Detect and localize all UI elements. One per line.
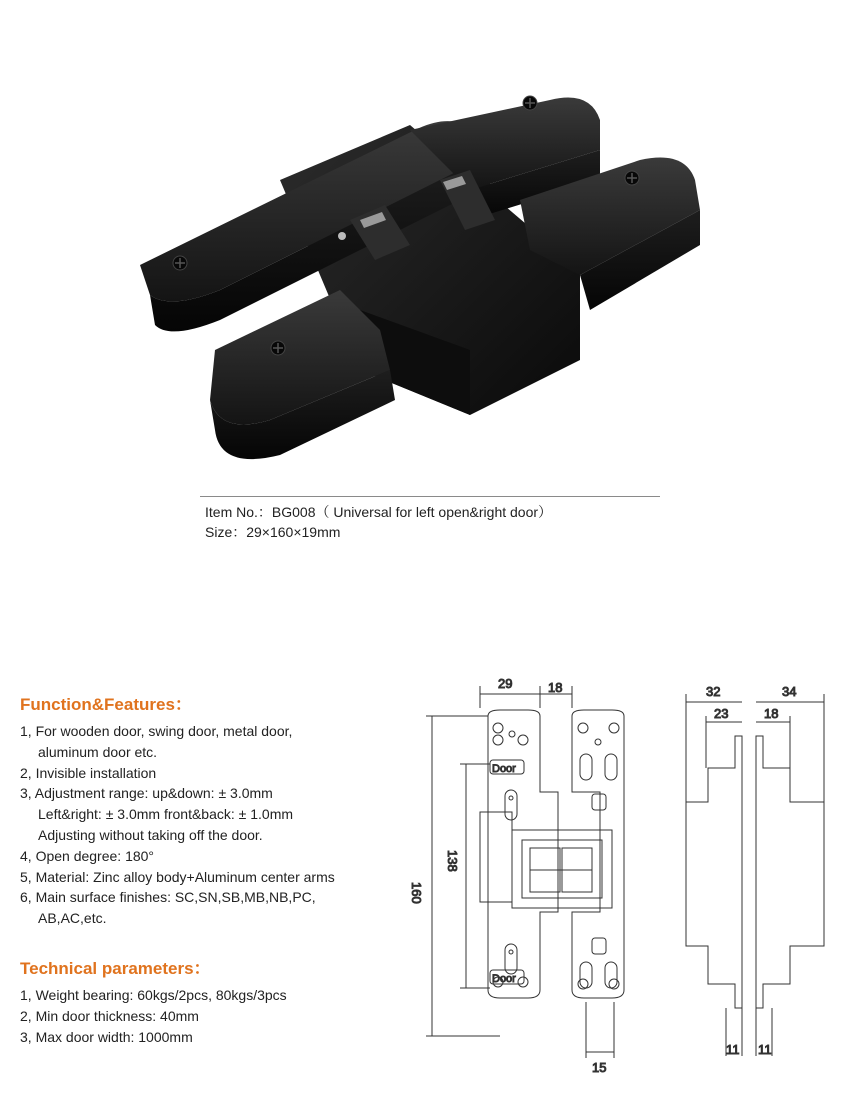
list-item: Adjusting without taking off the door.	[38, 826, 263, 843]
list-item: 3, Max door width: 1000mm	[20, 1028, 193, 1045]
screw-icon	[625, 171, 639, 185]
list-item: 1, For wooden door, swing door, metal door,	[20, 723, 293, 739]
features-heading: Function&Features：	[20, 695, 192, 714]
dim-label: 18	[548, 680, 563, 695]
dim-label: 29	[498, 676, 513, 691]
dim-label: 11	[758, 1042, 772, 1057]
list-item: Left&right: ± 3.0mm front&back: ± 1.0mm	[38, 806, 294, 823]
technical-drawing	[400, 672, 840, 1092]
dim-label: 34	[782, 684, 797, 699]
plate-label: Door	[492, 973, 516, 985]
list-item: 1, Weight bearing: 60kgs/2pcs, 80kgs/3pcs	[20, 987, 287, 1003]
dim-label: 15	[592, 1060, 607, 1075]
screw-icon	[271, 341, 285, 355]
front-view-left-plate	[480, 710, 558, 998]
list-item: aluminum door etc.	[38, 743, 158, 760]
front-view-right-plate	[572, 710, 624, 998]
list-item: 2, Min door thickness: 40mm	[20, 1007, 199, 1024]
dim-label: 138	[445, 850, 460, 872]
front-view-mechanism	[512, 830, 612, 908]
hinge-product-photo	[110, 70, 720, 490]
divider-line	[200, 496, 660, 497]
features-list	[20, 721, 335, 929]
dim-label: 11	[726, 1042, 740, 1057]
list-item: 2, Invisible installation	[20, 764, 157, 781]
list-item: 4, Open degree: 180°	[20, 847, 155, 864]
product-size: Size：29×160×19mm	[205, 524, 341, 540]
dim-label: 23	[714, 706, 729, 721]
dim-label: 32	[706, 684, 721, 699]
list-item: 3, Adjustment range: up&down: ± 3.0mm	[20, 785, 273, 802]
screw-icon	[173, 256, 187, 270]
dim-label: 160	[409, 882, 424, 904]
list-item: 6, Main surface finishes: SC,SN,SB,MB,NB,PC,	[20, 889, 316, 906]
list-item: AB,AC,etc.	[38, 910, 107, 927]
dimension-lines	[426, 686, 614, 1058]
technical-list	[20, 985, 287, 1047]
item-number: Item No.：BG008（ Universal for left open&right door）	[205, 504, 553, 520]
dim-label: 18	[764, 706, 779, 721]
side-view	[686, 694, 824, 1056]
plate-label: Door	[492, 763, 516, 775]
screw-icon	[523, 96, 537, 110]
list-item: 5, Material: Zinc alloy body+Aluminum center arms	[20, 868, 335, 885]
technical-heading: Technical parameters：	[20, 959, 211, 978]
